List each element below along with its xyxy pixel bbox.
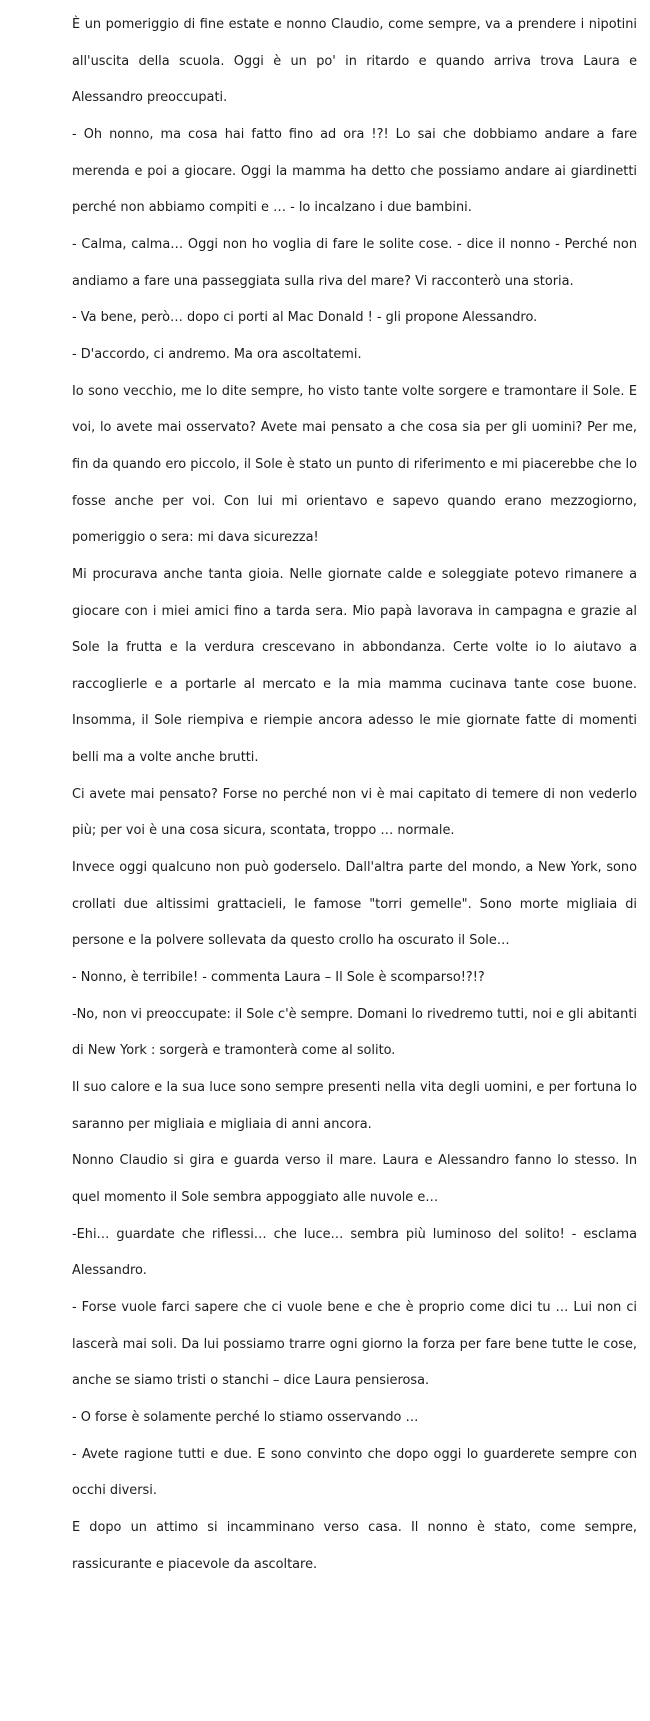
paragraph-11: -No, non vi preoccupate: il Sole c'è sempre. Domani lo rivedremo tutti, noi e gli abitanti di New York : sorgerà e tramonterà come al solito.: [72, 1006, 637, 1059]
paragraph-18: E dopo un attimo si incamminano verso casa. Il nonno è stato, come sempre, rassicurante e piacevole da ascoltare.: [72, 1519, 637, 1572]
paragraph-13: Nonno Claudio si gira e guarda verso il mare. Laura e Alessandro fanno lo stesso. In quel momento il Sole sembra appoggiato alle nuvole e…: [72, 1153, 637, 1205]
paragraph-12: Il suo calore e la sua luce sono sempre presenti nella vita degli uomini, e per fortuna lo saranno per migliaia e migliaia di anni ancora.: [72, 1080, 637, 1132]
paragraph-8: Ci avete mai pensato? Forse no perché non vi è mai capitato di temere di non vederlo più; per voi è una cosa sicura, scontata, troppo … normale.: [72, 786, 637, 839]
paragraph-9: Invece oggi qualcuno non può goderselo. Dall'altra parte del mondo, a New York, sono crollati due altissimi grattacieli, le famose "torri gemelle". Sono morte migliaia di persone e la polvere sollevata da questo crollo ha oscurato il Sole…: [72, 860, 637, 949]
story-text: [72, 7, 637, 1583]
paragraph-1: È un pomeriggio di fine estate e nonno Claudio, come sempre, va a prendere i nipotini all'uscita della scuola. Oggi è un po' in ritardo e quando arriva trova Laura e Alessandro preoccupati.: [72, 17, 637, 106]
paragraph-14: -Ehi… guardate che riflessi… che luce… sembra più luminoso del solito! - esclama Alessandro.: [72, 1226, 637, 1279]
paragraph-4: - Va bene, però… dopo ci porti al Mac Donald ! - gli propone Alessandro.: [72, 310, 538, 326]
paragraph-7: Mi procurava anche tanta gioia. Nelle giornate calde e soleggiate potevo rimanere a giocare con i miei amici fino a tarda sera. Mio papà lavorava in campagna e grazie al Sole la frutta e la verdura crescevano in abbondanza. Certe volte io lo aiutavo a raccoglierle e a portarle al mercato e la mia mamma cucinava tante cose buone. Insomma, il Sole riempiva e riempie ancora adesso le mie giornate fatte di momenti belli ma a volte anche brutti.: [72, 566, 637, 766]
paragraph-6: Io sono vecchio, me lo dite sempre, ho visto tante volte sorgere e tramontare il Sole. E voi, lo avete mai osservato? Avete mai pensato a che cosa sia per gli uomini? Per me, fin da quando ero piccolo, il Sole è stato un punto di riferimento e mi piacerebbe che lo fosse anche per voi. Con lui mi orientavo e sapevo quando erano mezzogiorno, pomeriggio o sera: mi dava sicurezza!: [72, 383, 637, 546]
paragraph-17: - Avete ragione tutti e due. E sono convinto che dopo oggi lo guarderete sempre con occhi diversi.: [72, 1446, 637, 1499]
paragraph-10: - Nonno, è terribile! - commenta Laura – Il Sole è scomparso!?!?: [72, 970, 485, 986]
paragraph-3: - Calma, calma… Oggi non ho voglia di fare le solite cose. - dice il nonno - Perché non andiamo a fare una passeggiata sulla riva del mare? Vi racconterò una storia.: [72, 236, 637, 289]
paragraph-16: - O forse è solamente perché lo stiamo osservando …: [72, 1409, 419, 1425]
story-sheet: [32, 0, 637, 1702]
paragraph-2: - Oh nonno, ma cosa hai fatto fino ad ora !?! Lo sai che dobbiamo andare a fare merenda e poi a giocare. Oggi la mamma ha detto che possiamo andare ai giardinetti perché non abbiamo compiti e … - lo incalzano i due bambini.: [72, 126, 637, 216]
paragraph-15: - Forse vuole farci sapere che ci vuole bene e che è proprio come dici tu … Lui non ci lascerà mai soli. Da lui possiamo trarre ogni giorno la forza per fare bene tutte le cose, anche se siamo tristi o stanchi – dice Laura pensierosa.: [72, 1299, 637, 1389]
paragraph-5: - D'accordo, ci andremo. Ma ora ascoltatemi.: [72, 346, 362, 362]
